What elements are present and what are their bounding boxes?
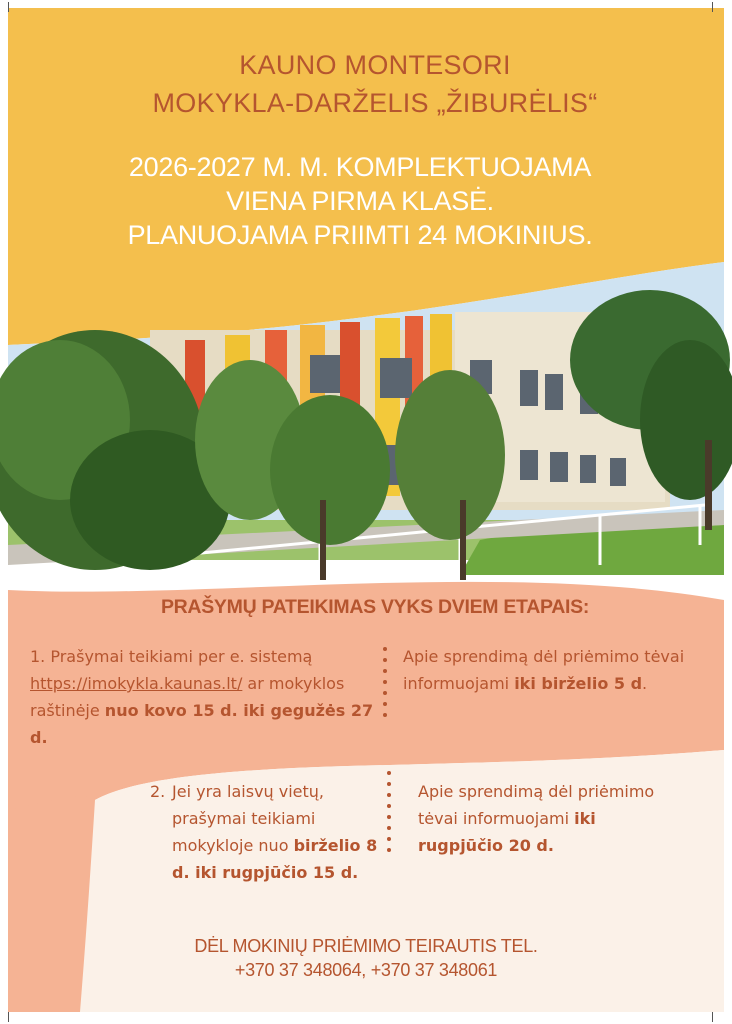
stage2-application-text (150, 778, 390, 886)
stages-heading: PRAŠYMŲ PATEIKIMAS VYKS DVIEM ETAPAIS: (160, 596, 590, 618)
stage2-decision-text (418, 778, 668, 859)
stage2-body (150, 778, 390, 886)
crop-mark (712, 2, 722, 12)
stage2-text-a: Jei yra laisvų vietų, prašymai teikiami mokykloje nuo (172, 782, 325, 855)
divider-dots (387, 771, 391, 859)
stage2-decision: Apie sprendimą dėl priėmimo tėvai informuojami (418, 782, 655, 828)
stage1-dates: nuo kovo 15 d. iki gegužės 27 d. (30, 701, 374, 747)
contact-footer (60, 934, 672, 982)
stage1-application-text (30, 643, 375, 751)
stage1-decision: Apie sprendimą dėl priėmimo tėvai informuojami (403, 647, 685, 693)
enrollment-headline (40, 150, 680, 252)
stage1-decision-end: . (642, 674, 648, 693)
title-line: MOKYKLA-DARŽELIS „ŽIBURĖLIS“ (152, 88, 598, 118)
footer-line: DĖL MOKINIŲ PRIĖMIMO TEIRAUTIS TEL. (194, 936, 538, 956)
stage1-decision-text (403, 643, 723, 697)
stage1-text-b: ar mokyklos raštinėje (30, 674, 345, 720)
headline-line: VIENA PIRMA KLASĖ. (226, 186, 494, 216)
divider-dots (383, 647, 387, 724)
headline-line: PLANUOJAMA PRIIMTI 24 MOKINIUS. (127, 220, 593, 250)
stage2-number: 2. (150, 782, 166, 801)
stage1-text-a: 1. Prašymai teikiami per e. sistemą (30, 647, 313, 666)
crop-mark (712, 1012, 722, 1022)
stage1-decision-date: iki birželio 5 d (514, 674, 643, 693)
stage2-decision-date: iki rugpjūčio 20 d. (418, 809, 596, 855)
crop-mark (8, 1012, 18, 1022)
phone-numbers: +370 37 348064, +370 37 348061 (234, 960, 498, 980)
title-line: KAUNO MONTESORI (239, 50, 511, 80)
imokykla-link[interactable]: https://imokykla.kaunas.lt/ (30, 674, 243, 693)
crop-mark (8, 2, 18, 12)
headline-line: 2026-2027 M. M. KOMPLEKTUOJAMA (128, 152, 592, 182)
school-title (60, 46, 690, 122)
stage2-dates: birželio 8 d. iki rugpjūčio 15 d. (172, 836, 378, 882)
